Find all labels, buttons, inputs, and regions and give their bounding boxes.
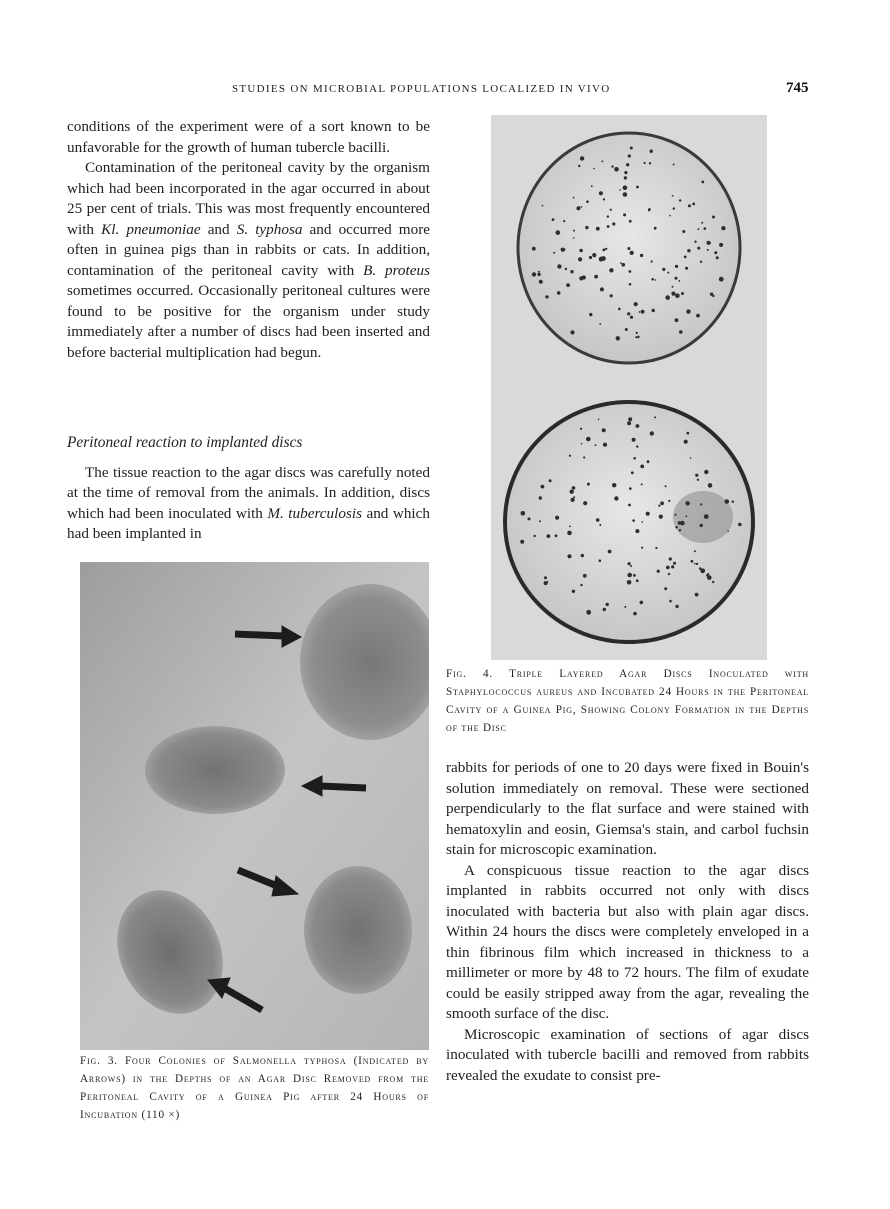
colony-dot	[650, 150, 653, 153]
colony-dot	[641, 547, 643, 549]
colony-dot	[630, 565, 632, 567]
colony-dot	[632, 438, 636, 442]
colony-dot	[627, 580, 632, 585]
colony-dot	[570, 270, 573, 273]
colony-dot	[594, 275, 598, 279]
colony-dot	[629, 220, 632, 223]
colony-dot	[644, 162, 646, 164]
figure-4-caption: Fig. 4. Triple Layered Agar Discs Inoculated with Staphylococcus aureus and Incubated 24 Hours in the Peritoneal Cavity of a Guinea Pig, Showing Colony Formation in the Depths of the Disc	[446, 668, 809, 734]
colony-dot	[624, 176, 627, 179]
colony-dot	[665, 295, 670, 300]
colony-dot	[544, 576, 547, 579]
colony-dot	[583, 574, 587, 578]
colony-dot	[675, 293, 680, 298]
colony-dot	[694, 241, 696, 243]
colony-dot	[700, 261, 702, 263]
paragraph-microscopic: Microscopic examination of sections of agar discs inoculated with tubercle bacilli and removed from rabbits revealed the exudate to consist pre-	[446, 1025, 809, 1084]
colony-dot	[528, 517, 531, 520]
colony-dot	[539, 280, 543, 284]
colony-dot	[642, 521, 644, 523]
colony-dot	[591, 185, 593, 187]
colony-dot	[695, 593, 699, 597]
colony-dot	[658, 505, 660, 507]
colony-dot	[637, 336, 640, 339]
colony-dot	[716, 256, 719, 259]
colony-dot	[616, 336, 620, 340]
paragraph-continued: rabbits for periods of one to 20 days were fixed in Bouin's solution immediately on removal. These were sectioned perpendicularly to the flat surface and were stained with hematoxylin and eosin, Giemsa's stain, and carbol fuchsin stain for microscopic examination.	[446, 759, 809, 858]
text-run: and	[200, 220, 237, 238]
colony-dot	[696, 314, 700, 318]
colony-dot	[570, 490, 574, 494]
colony-dot	[636, 186, 639, 189]
colony-dot	[561, 248, 564, 251]
colony-dot	[732, 501, 734, 503]
colony-dot	[707, 575, 712, 580]
colony-dot	[602, 249, 605, 252]
colony-dot	[592, 253, 596, 257]
colony-dot	[625, 328, 628, 331]
colony-dot	[679, 529, 681, 531]
colony-dot	[694, 550, 696, 552]
colony-dot	[654, 227, 657, 230]
colony-dot	[686, 432, 689, 435]
colony-dot	[552, 218, 555, 221]
colony-dot	[627, 247, 630, 250]
colony-dot	[636, 579, 639, 582]
colony-dot	[587, 483, 590, 486]
colony-dot	[593, 168, 595, 170]
colony-dot	[682, 230, 685, 233]
colony-dot	[719, 243, 723, 247]
colony-dot	[685, 515, 687, 517]
colony-dot	[675, 526, 678, 529]
colony-dot	[606, 603, 609, 606]
colony-dot	[679, 199, 681, 201]
colony-dot	[628, 504, 631, 507]
colony-dot	[686, 309, 690, 313]
organism-name: M. tuberculosis	[267, 504, 362, 522]
colony-dot	[620, 262, 622, 264]
colony-dot	[675, 318, 679, 322]
colony-dot	[541, 485, 545, 489]
colony-dot	[648, 208, 651, 211]
colony-dot	[624, 606, 626, 608]
colony-dot	[570, 330, 574, 334]
colony-dot	[596, 518, 600, 522]
paragraph-conspicuous-reaction: A conspicuous tissue reaction to the agar discs implanted in rabbits occurred not only with discs inoculated with bacteria but also with plain agar discs. Within 24 hours the discs were completely enveloped in a thin fibrinous film which increased in thickness to a millimeter or more by 48 to 72 hours. The film of exudate could be easily stripped away from the agar, revealing the smooth surface of the disc.	[446, 861, 809, 1022]
colony-dot	[542, 205, 544, 207]
colony-dot	[628, 417, 632, 421]
colony-dot	[712, 216, 715, 219]
colony-dot	[532, 247, 536, 251]
colony-dot	[669, 215, 671, 217]
colony-dot	[662, 268, 665, 271]
colony-dot	[698, 228, 700, 230]
text-run: Contamination of the peritoneal cavity by the organism which had been incorporated in the agar occurred in about 25 per cent of trials. This was most frequently encountered with	[67, 159, 430, 238]
colony-dot	[675, 277, 678, 280]
colony-dot	[579, 276, 583, 280]
colony-dot	[629, 283, 632, 286]
colony-dot	[652, 309, 655, 312]
colony-dot	[586, 200, 589, 203]
colony-dot	[624, 171, 627, 174]
colony-dot	[708, 483, 713, 488]
colony-dot	[641, 310, 645, 314]
colony-dot	[692, 203, 695, 206]
colony-dot	[633, 612, 637, 616]
text-run: and occurred more often in guinea pigs than in rabbits or cats. In addition, contamination of the peritoneal cavity with	[67, 220, 430, 279]
colony-dot	[547, 534, 551, 538]
colony-dot	[612, 483, 616, 487]
colony-dot	[539, 520, 541, 522]
colony-dot	[646, 512, 650, 516]
colony-dot	[596, 227, 600, 231]
colony-dot	[665, 485, 667, 487]
colony-dot	[684, 256, 687, 259]
colony-dot	[576, 206, 580, 210]
colony-dot	[701, 222, 703, 224]
colony-dot	[532, 272, 536, 276]
colony-dot	[700, 503, 702, 505]
colony-dot	[571, 498, 575, 502]
colony-dot	[636, 332, 638, 334]
colony-dot	[636, 445, 638, 447]
colony-dot	[622, 263, 626, 267]
colony-dot	[687, 249, 690, 252]
figure-3-micrograph	[80, 562, 429, 1050]
colony-dot	[556, 230, 561, 235]
organism-name: S. typhosa	[236, 220, 303, 238]
colony-dot	[573, 496, 575, 498]
figure-4-photograph	[491, 115, 767, 660]
colony-dot	[672, 195, 674, 197]
colony-dot	[557, 264, 561, 268]
figure-3-image	[80, 562, 429, 1050]
colony-dot	[671, 292, 675, 296]
right-column	[446, 758, 809, 1086]
colony-dot	[572, 486, 576, 490]
colony-dot	[600, 287, 604, 291]
colony-dot	[565, 268, 567, 270]
text-run: sometimes occurred. Occasionally peritoneal cultures were found to be positive for the organism under study immediately after a number of discs had been inserted and before bacterial multiplication had begun.	[67, 282, 430, 361]
colony-dot	[714, 251, 717, 254]
colony-dot	[521, 511, 526, 516]
colony-dot	[602, 428, 606, 432]
colony-dot	[603, 198, 605, 200]
colony-dot	[589, 256, 592, 259]
colony-dot	[639, 311, 641, 313]
colony-dot	[655, 547, 657, 549]
colony-dot	[569, 526, 571, 528]
colony-dot	[650, 431, 654, 435]
colony-dot	[555, 516, 559, 520]
colony-dot	[603, 608, 606, 611]
colony-dot	[534, 535, 536, 537]
colony-dot	[697, 479, 699, 481]
colony-dot	[666, 566, 670, 570]
colony-dot	[640, 465, 644, 469]
colony-dot	[672, 286, 674, 288]
text-run: The tissue reaction to the agar discs was carefully noted at the time of removal from the animals. In addition, discs which had been inoculated with	[67, 463, 430, 522]
colony-dot	[669, 600, 672, 603]
colony-dot	[630, 316, 633, 319]
colony-dot	[694, 563, 696, 565]
colony-dot	[520, 540, 524, 544]
colony-dot	[635, 529, 639, 533]
colony-dot	[627, 421, 631, 425]
colony-dot	[608, 550, 612, 554]
colony-dot	[671, 565, 674, 568]
colony-dot	[738, 523, 742, 527]
colony-dot	[649, 162, 651, 164]
colony-dot	[640, 254, 643, 257]
colony-dot	[700, 568, 705, 573]
text-run: and which had been implanted in	[67, 504, 430, 542]
colony-dot	[709, 242, 711, 244]
colony-dot	[630, 251, 634, 255]
colony-dot	[555, 534, 558, 537]
colony-dot	[704, 227, 707, 230]
colony-dot	[605, 248, 607, 250]
colony-dot	[581, 554, 584, 557]
colony-3	[304, 866, 412, 994]
colony-dot	[673, 562, 676, 565]
colony-dot	[669, 557, 672, 560]
colony-dot	[651, 278, 654, 281]
colony-dot	[610, 209, 612, 211]
colony-dot	[636, 424, 640, 428]
colony-dot	[538, 271, 540, 273]
colony-dot	[609, 268, 613, 272]
colony-dot	[599, 323, 601, 325]
organism-name: B. proteus	[363, 261, 430, 279]
colony-dot	[583, 501, 587, 505]
running-header	[0, 80, 890, 102]
colony-dot	[684, 440, 688, 444]
colony-dot	[580, 206, 582, 208]
colony-cluster	[673, 491, 733, 543]
colony-dot	[612, 222, 615, 225]
colony-dot	[628, 154, 631, 157]
colony-dot	[696, 563, 698, 565]
colony-dot	[704, 470, 708, 474]
colony-dot	[675, 605, 678, 608]
colony-dot	[704, 514, 709, 519]
colony-dot	[545, 295, 548, 298]
colony-dot	[627, 573, 632, 578]
colony-dot	[629, 487, 632, 490]
colony-dot	[660, 501, 664, 505]
colony-dot	[712, 295, 714, 297]
colony-dot	[603, 443, 607, 447]
colony-dot	[573, 230, 575, 232]
colony-dot	[618, 308, 621, 311]
colony-dot	[586, 437, 591, 442]
colony-dot	[727, 530, 729, 532]
colony-dot	[681, 292, 684, 295]
colony-dot	[599, 524, 601, 526]
colony-dot	[641, 483, 643, 485]
colony-dot	[700, 524, 703, 527]
colony-dot	[667, 272, 669, 274]
colony-dot	[668, 573, 670, 575]
colony-dot	[581, 443, 583, 445]
colony-dot	[579, 249, 583, 253]
colony-dot	[688, 204, 691, 207]
colony-dot	[630, 147, 633, 150]
colony-dot	[633, 574, 636, 577]
colony-dot	[628, 562, 631, 565]
colony-dot	[640, 601, 644, 605]
colony-dot	[701, 181, 704, 184]
colony-dot	[635, 336, 637, 338]
paragraph-tissue-reaction	[67, 463, 430, 545]
colony-dot	[607, 215, 609, 217]
colony-2	[145, 726, 285, 814]
colony-dot	[578, 257, 582, 261]
colony-dot	[619, 189, 621, 191]
colony-dot	[573, 237, 575, 239]
colony-dot	[557, 291, 561, 295]
colony-dot	[599, 559, 602, 562]
colony-dot	[537, 273, 540, 276]
colony-dot	[578, 165, 580, 167]
colony-dot	[610, 294, 613, 297]
colony-dot	[632, 519, 635, 522]
colony-dot	[725, 499, 730, 504]
colony-dot	[631, 471, 634, 474]
colony-dot	[553, 252, 555, 254]
figure-4-plates	[491, 115, 767, 660]
colony-dot	[657, 570, 660, 573]
colony-dot	[675, 265, 678, 268]
left-column-section	[67, 433, 430, 545]
colony-dot	[673, 207, 675, 209]
colony-dot	[655, 279, 657, 281]
colony-dot	[544, 581, 548, 585]
paragraph-continued: conditions of the experiment were of a sort known to be unfavorable for the growth of human tubercle bacilli.	[67, 118, 430, 156]
colony-dot	[573, 197, 575, 199]
colony-dot	[629, 270, 632, 273]
colony-dot	[664, 587, 667, 590]
colony-dot	[721, 226, 725, 230]
colony-dot	[651, 260, 653, 262]
organism-name: Kl. pneumoniae	[101, 220, 201, 238]
colony-dot	[719, 277, 724, 282]
colony-dot	[569, 455, 571, 457]
colony-dot	[601, 256, 606, 261]
paragraph-contamination	[67, 158, 430, 363]
colony-dot	[585, 226, 588, 229]
colony-dot	[607, 225, 610, 228]
colony-dot	[583, 456, 585, 458]
colony-dot	[697, 247, 700, 250]
left-column-top	[67, 117, 430, 363]
colony-dot	[549, 479, 552, 482]
colony-dot	[567, 554, 571, 558]
colony-dot	[633, 457, 636, 460]
colony-dot	[685, 267, 688, 270]
colony-dot	[673, 164, 675, 166]
colony-dot	[614, 167, 619, 172]
colony-dot	[586, 610, 591, 615]
colony-dot	[595, 444, 597, 446]
colony-dot	[563, 220, 565, 222]
colony-dot	[675, 514, 677, 516]
colony-dot	[707, 249, 709, 251]
colony-dot	[539, 496, 542, 499]
section-heading: Peritoneal reaction to implanted discs	[67, 434, 303, 451]
colony-dot	[580, 156, 584, 160]
colony-dot	[685, 501, 689, 505]
colony-dot	[678, 280, 680, 282]
colony-dot	[566, 283, 570, 287]
colony-dot	[602, 160, 604, 162]
running-title: STUDIES ON MICROBIAL POPULATIONS LOCALIZED IN VIVO	[232, 83, 611, 95]
colony-dot	[599, 191, 603, 195]
colony-dot	[668, 500, 670, 502]
colony-dot	[679, 330, 683, 334]
colony-dot	[589, 313, 592, 316]
colony-dot	[659, 515, 663, 519]
colony-dot	[580, 428, 582, 430]
colony-dot	[690, 457, 692, 459]
colony-dot	[614, 496, 618, 500]
colony-dot	[634, 302, 638, 306]
page-number: 745	[786, 80, 809, 96]
colony-dot	[623, 213, 626, 216]
colony-dot	[712, 581, 714, 583]
colony-dot	[611, 165, 613, 167]
figure-3-caption: Fig. 3. Four Colonies of Salmonella typhosa (Indicated by Arrows) in the Depths of an Agar Disc Removed from the Peritoneal Cavity of a Guinea Pig after 24 Hours of Incubation (110 ×)	[80, 1055, 429, 1121]
colony-dot	[623, 185, 628, 190]
colony-dot	[598, 419, 600, 421]
colony-dot	[680, 521, 685, 526]
colony-dot	[654, 416, 656, 418]
colony-dot	[626, 163, 629, 166]
colony-dot	[572, 590, 575, 593]
colony-dot	[691, 560, 694, 563]
colony-dot	[567, 531, 572, 536]
colony-dot	[695, 474, 698, 477]
colony-dot	[623, 192, 628, 197]
colony-dot	[627, 312, 630, 315]
colony-dot	[647, 460, 650, 463]
colony-dot	[580, 584, 582, 586]
